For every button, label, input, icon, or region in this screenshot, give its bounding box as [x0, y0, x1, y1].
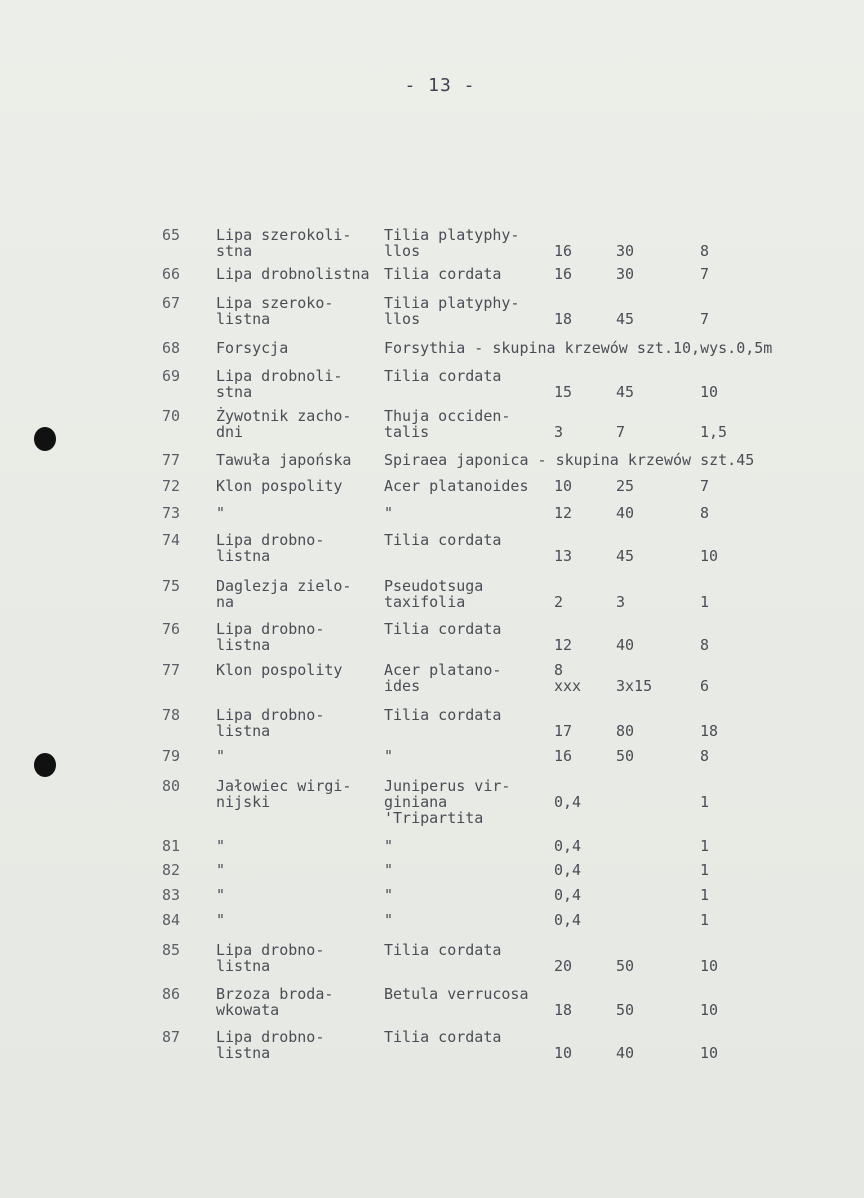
polish-name: " [216, 747, 226, 765]
value-a: 18 [554, 1001, 573, 1019]
row-number: 67 [162, 294, 181, 312]
value-a: 12 [554, 636, 573, 654]
row-number: 70 [162, 407, 181, 425]
polish-name: Forsycja [216, 339, 289, 357]
value-c: 8 [700, 636, 710, 654]
row-note: Forsythia - skupina krzewów szt.10,wys.0,5m [384, 339, 773, 357]
value-a: 17 [554, 722, 573, 740]
value-c: 6 [700, 677, 710, 695]
value-c: 1 [700, 911, 710, 929]
latin-name: Betula verrucosa [384, 985, 529, 1003]
row-number: 68 [162, 339, 181, 357]
value-b: 3 [616, 593, 626, 611]
row-number: 81 [162, 837, 181, 855]
polish-name: Lipa drobno- listna [216, 531, 325, 565]
polish-name: Jałowiec wirgi- nijski [216, 777, 352, 811]
row-number: 78 [162, 706, 181, 724]
value-a: 16 [554, 265, 573, 283]
value-b: 40 [616, 1044, 635, 1062]
row-number: 75 [162, 577, 181, 595]
latin-name: Tilia cordata [384, 1028, 502, 1046]
value-c: 10 [700, 1044, 719, 1062]
value-a: 13 [554, 547, 573, 565]
value-b: 3x15 [616, 677, 653, 695]
latin-name: Tilia cordata [384, 941, 502, 959]
latin-name: Tilia platyphy- llos [384, 294, 520, 328]
value-a: 12 [554, 504, 573, 522]
polish-name: Lipa drobnolistna [216, 265, 370, 283]
polish-name: Brzoza broda- wkowata [216, 985, 334, 1019]
value-c: 18 [700, 722, 719, 740]
latin-name: " [384, 504, 394, 522]
polish-name: " [216, 837, 226, 855]
row-number: 86 [162, 985, 181, 1003]
value-b: 80 [616, 722, 635, 740]
polish-name: Klon pospolity [216, 661, 343, 679]
row-number: 65 [162, 226, 181, 244]
row-number: 82 [162, 861, 181, 879]
value-c: 1 [700, 593, 710, 611]
row-number: 80 [162, 777, 181, 795]
row-number: 74 [162, 531, 181, 549]
value-c: 10 [700, 957, 719, 975]
value-c: 8 [700, 504, 710, 522]
latin-name: Tilia cordata [384, 531, 502, 549]
value-c: 1 [700, 886, 710, 904]
polish-name: " [216, 911, 226, 929]
polish-name: Lipa drobno- listna [216, 941, 325, 975]
row-number: 87 [162, 1028, 181, 1046]
latin-name: Tilia cordata [384, 265, 502, 283]
row-note: Spiraea japonica - skupina krzewów szt.45 [384, 451, 755, 469]
polish-name: Lipa drobnoli- stna [216, 367, 343, 401]
value-b: 40 [616, 636, 635, 654]
value-a: 0,4 [554, 886, 582, 904]
latin-name: " [384, 886, 394, 904]
punch-hole [34, 427, 56, 451]
row-number: 83 [162, 886, 181, 904]
value-a: 18 [554, 310, 573, 328]
latin-name: Pseudotsuga taxifolia [384, 577, 484, 611]
value-c: 1,5 [700, 423, 728, 441]
latin-name: Acer platano- ides [384, 661, 502, 695]
row-number: 69 [162, 367, 181, 385]
value-b: 50 [616, 957, 635, 975]
polish-name: Daglezja zielo- na [216, 577, 352, 611]
latin-name: Juniperus vir- giniana 'Tripartita [384, 777, 511, 827]
value-a: 20 [554, 957, 573, 975]
latin-name: Acer platanoides [384, 477, 529, 495]
value-c: 7 [700, 477, 710, 495]
value-a: 0,4 [554, 837, 582, 855]
row-number: 84 [162, 911, 181, 929]
value-a: 3 [554, 423, 564, 441]
row-number: 77 [162, 661, 181, 679]
latin-name: Tilia platyphy- llos [384, 226, 520, 260]
value-b: 30 [616, 265, 635, 283]
value-c: 8 [700, 747, 710, 765]
value-b: 45 [616, 547, 635, 565]
value-c: 1 [700, 861, 710, 879]
row-number: 76 [162, 620, 181, 638]
polish-name: Klon pospolity [216, 477, 343, 495]
value-c: 7 [700, 310, 710, 328]
value-a: 0,4 [554, 793, 582, 811]
value-b: 50 [616, 1001, 635, 1019]
value-c: 10 [700, 383, 719, 401]
polish-name: " [216, 886, 226, 904]
value-c: 1 [700, 837, 710, 855]
latin-name: " [384, 911, 394, 929]
row-number: 72 [162, 477, 181, 495]
latin-name: " [384, 837, 394, 855]
latin-name: " [384, 861, 394, 879]
value-b: 50 [616, 747, 635, 765]
value-a: 15 [554, 383, 573, 401]
row-number: 77 [162, 451, 181, 469]
polish-name: Żywotnik zacho- dni [216, 407, 352, 441]
value-a: 10 [554, 1044, 573, 1062]
latin-name: " [384, 747, 394, 765]
polish-name: Lipa drobno- listna [216, 620, 325, 654]
value-b: 25 [616, 477, 635, 495]
value-b: 45 [616, 310, 635, 328]
row-number: 66 [162, 265, 181, 283]
value-c: 7 [700, 265, 710, 283]
row-number: 73 [162, 504, 181, 522]
value-c: 10 [700, 1001, 719, 1019]
row-number: 79 [162, 747, 181, 765]
latin-name: Thuja occiden- talis [384, 407, 511, 441]
latin-name: Tilia cordata [384, 367, 502, 385]
punch-hole [34, 753, 56, 777]
value-a: 10 [554, 477, 573, 495]
polish-name: " [216, 504, 226, 522]
polish-name: Lipa drobno- listna [216, 706, 325, 740]
polish-name: " [216, 861, 226, 879]
value-c: 1 [700, 793, 710, 811]
polish-name: Lipa szeroko- listna [216, 294, 334, 328]
value-b: 30 [616, 242, 635, 260]
value-a: 0,4 [554, 911, 582, 929]
polish-name: Lipa szerokoli- stna [216, 226, 352, 260]
value-a: 16 [554, 747, 573, 765]
value-a: 0,4 [554, 861, 582, 879]
polish-name: Lipa drobno- listna [216, 1028, 325, 1062]
value-a: 16 [554, 242, 573, 260]
latin-name: Tilia cordata [384, 620, 502, 638]
value-b: 40 [616, 504, 635, 522]
value-a: 8 xxx [554, 661, 582, 695]
value-c: 10 [700, 547, 719, 565]
value-b: 45 [616, 383, 635, 401]
page-number: - 13 - [404, 75, 476, 96]
row-number: 85 [162, 941, 181, 959]
polish-name: Tawuła japońska [216, 451, 352, 469]
value-c: 8 [700, 242, 710, 260]
latin-name: Tilia cordata [384, 706, 502, 724]
value-b: 7 [616, 423, 626, 441]
value-a: 2 [554, 593, 564, 611]
